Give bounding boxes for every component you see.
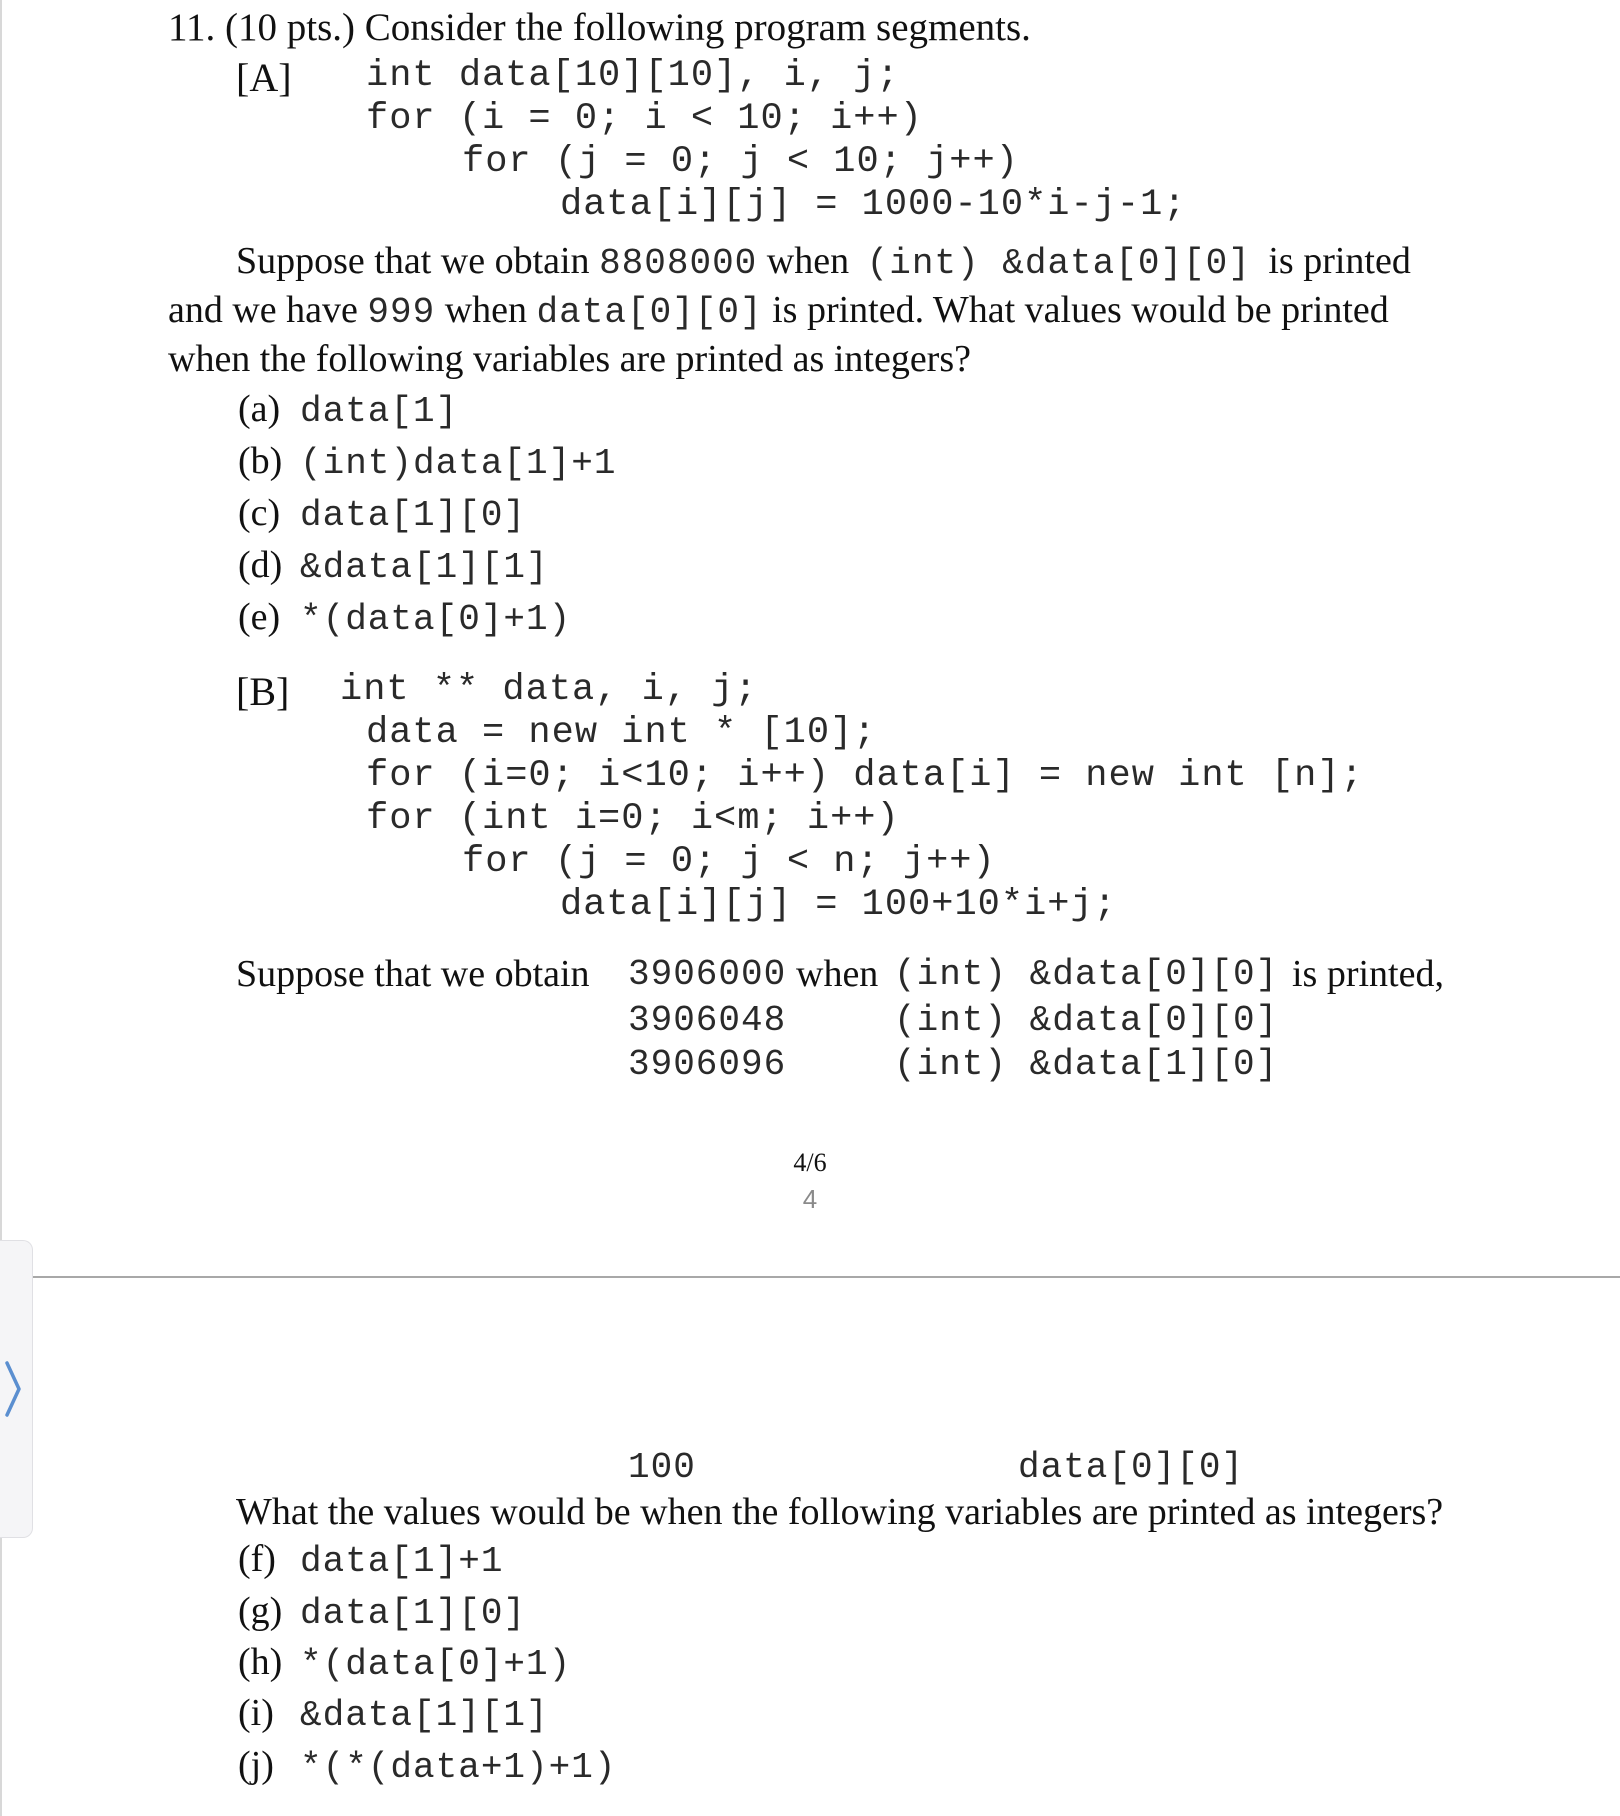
part-b-question: What the values would be when the following variables are printed as integers? <box>236 1491 1444 1533</box>
code-line: int ** data, i, j; <box>340 669 758 711</box>
list-item: (d) &data[1][1] <box>238 544 549 588</box>
code-line: data = new int * [10]; <box>366 712 877 754</box>
chevron-right-icon[interactable] <box>4 1359 24 1419</box>
printed-expr: data[0][0] <box>1018 1447 1245 1488</box>
obtained-value: 3906048 <box>628 1000 787 1041</box>
code-line: for (int i=0; i<m; i++) <box>366 798 900 840</box>
page-left-edge <box>0 0 2 1816</box>
page-footer-text: 4/6 <box>793 1148 827 1177</box>
list-item: (f) data[1]+1 <box>238 1538 504 1582</box>
obtained-value: 100 <box>628 1447 696 1488</box>
printed-expr: (int) &data[0][0] <box>894 954 1279 995</box>
code-line: for (j = 0; j < n; j++) <box>462 841 996 883</box>
when-label: when <box>796 953 879 995</box>
printed-expr: (int) &data[0][0] <box>894 1000 1279 1041</box>
page-number: 4 <box>802 1184 818 1214</box>
sidebar-toggle-tab[interactable] <box>0 1240 33 1538</box>
paragraph-line: and we have 999 when data[0][0] is printed. What values would be printed <box>168 289 1389 333</box>
list-item: (h) *(data[0]+1) <box>238 1641 572 1685</box>
list-item: (c) data[1][0] <box>238 492 527 536</box>
paragraph-line: when the following variables are printed as integers? <box>168 338 971 380</box>
is-printed-label: is printed, <box>1292 953 1444 995</box>
paragraph-line: Suppose that we obtain 8808000 when (int) &data[0][0] is printed <box>236 240 1411 284</box>
code-line: for (i = 0; i < 10; i++) <box>366 98 923 140</box>
code-line: data[i][j] = 100+10*i+j; <box>560 884 1117 926</box>
code-line: int data[10][10], i, j; <box>366 55 900 97</box>
list-item: (j) *(*(data+1)+1) <box>238 1744 617 1788</box>
list-item: (e) *(data[0]+1) <box>238 596 572 640</box>
list-item: (a) data[1] <box>238 388 459 432</box>
list-item: (g) data[1][0] <box>238 1590 527 1634</box>
code-line: for (i=0; i<10; i++) data[i] = new int [n]; <box>366 755 1364 797</box>
page-separator <box>32 1276 1620 1278</box>
question-heading: 11. (10 pts.) Consider the following program segments. <box>168 6 1031 49</box>
list-item: (b) (int)data[1]+1 <box>238 440 617 484</box>
code-line: for (j = 0; j < 10; j++) <box>462 141 1019 183</box>
obtained-value: 3906000 <box>628 954 787 995</box>
part-a-tag: [A] <box>236 55 292 100</box>
part-b-tag: [B] <box>236 669 290 714</box>
suppose-label: Suppose that we obtain <box>236 953 590 995</box>
list-item: (i) &data[1][1] <box>238 1692 549 1736</box>
code-line: data[i][j] = 1000-10*i-j-1; <box>560 184 1187 226</box>
printed-expr: (int) &data[1][0] <box>894 1044 1279 1085</box>
obtained-value: 3906096 <box>628 1044 787 1085</box>
